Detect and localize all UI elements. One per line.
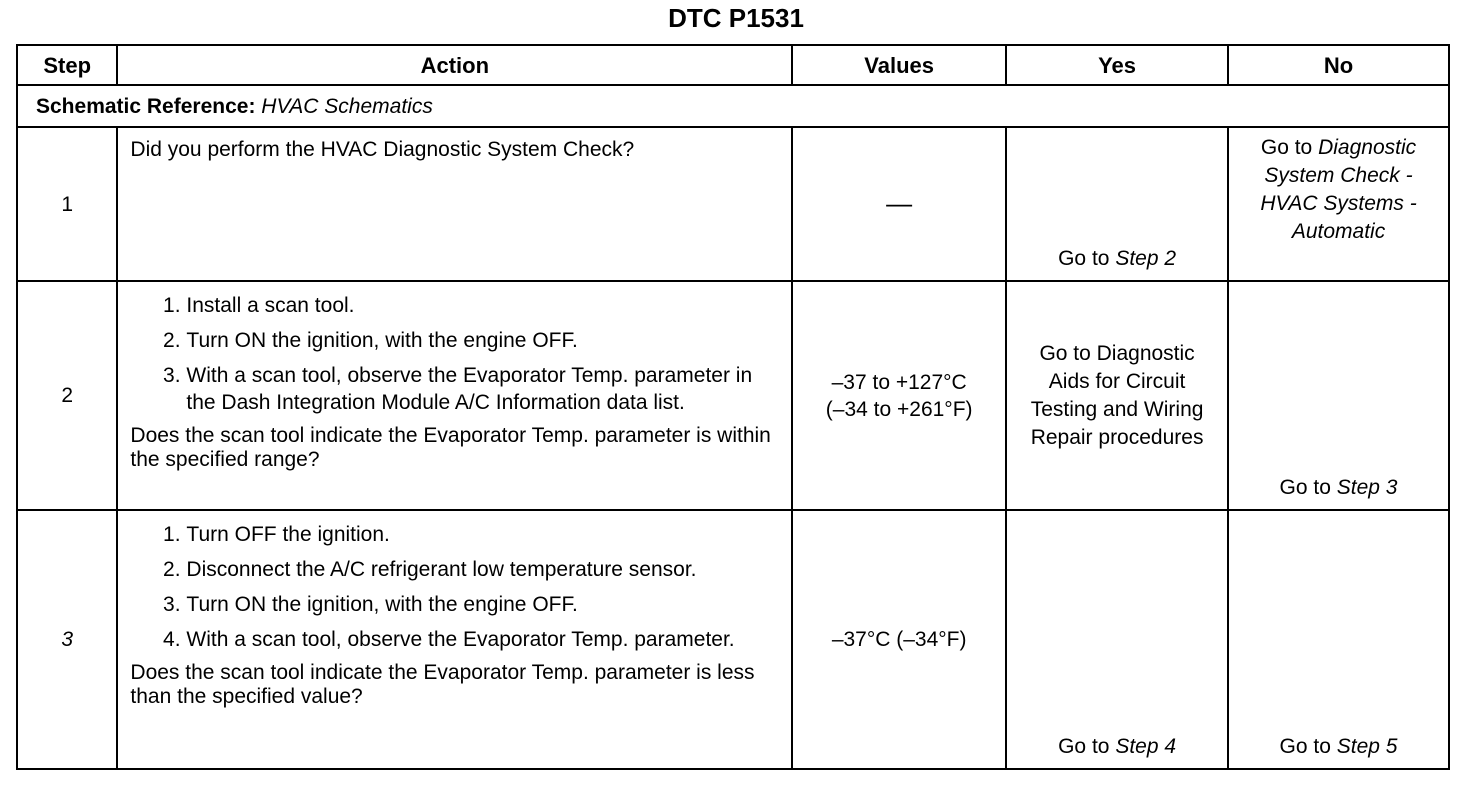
yes-text: Go to Diagnostic: [1039, 341, 1195, 365]
yes-cell: [1006, 510, 1228, 769]
values-cell: [792, 510, 1006, 769]
page-title: DTC P1531: [668, 3, 804, 33]
yes-link[interactable]: Step 4: [1115, 735, 1177, 758]
header-row: [17, 45, 1449, 85]
action-item: 4. With a scan tool, observe the Evaporator Temp. parameter.: [186, 626, 783, 653]
values-cell: [792, 127, 1006, 281]
yes-action[interactable]: [1058, 245, 1176, 278]
schematic-row: [17, 85, 1449, 127]
no-prefix: Go to: [1279, 476, 1331, 499]
header-no: No: [1228, 45, 1449, 85]
no-action[interactable]: [1260, 128, 1416, 246]
action-question: Does the scan tool indicate the Evaporator Temp. parameter is less than the specified value?: [130, 661, 755, 708]
no-cell: [1228, 281, 1449, 510]
no-link[interactable]: System Check -: [1264, 164, 1413, 187]
yes-action[interactable]: [1058, 733, 1176, 766]
action-item: 1. Turn OFF the ignition.: [186, 521, 783, 548]
yes-action[interactable]: [1007, 340, 1227, 452]
no-link[interactable]: HVAC Systems -: [1260, 192, 1417, 215]
step-number: 3: [17, 510, 117, 769]
action-cell: [117, 510, 792, 769]
no-prefix: Go to: [1260, 136, 1313, 159]
schematic-link[interactable]: HVAC Schematics: [261, 94, 433, 118]
diagnostic-table: [16, 44, 1450, 770]
action-cell: [117, 127, 792, 281]
header-action: Action: [117, 45, 792, 85]
yes-cell: [1006, 127, 1228, 281]
action-item: 3. With a scan tool, observe the Evaporator Temp. parameter in the Dash Integration Module A/C Information data list.: [186, 362, 783, 416]
schematic-reference: [17, 85, 1449, 127]
no-action[interactable]: [1280, 474, 1398, 507]
yes-prefix: Go to: [1058, 735, 1110, 758]
table-row: [17, 510, 1449, 769]
schematic-label: Schematic Reference:: [36, 94, 256, 118]
yes-cell: [1006, 281, 1228, 510]
no-link[interactable]: Diagnostic: [1318, 136, 1417, 159]
action-question: Does the scan tool indicate the Evaporator Temp. parameter is within the specified range?: [130, 424, 771, 471]
values-text: –37°C (–34°F): [831, 628, 967, 651]
header-values: Values: [792, 45, 1006, 85]
table-row: [17, 127, 1449, 281]
yes-text: Testing and Wiring: [1030, 397, 1204, 421]
action-list: [130, 521, 783, 653]
action-question: Did you perform the HVAC Diagnostic System Check?: [130, 138, 635, 161]
no-cell: [1228, 510, 1449, 769]
no-cell: [1228, 127, 1449, 281]
header-yes: Yes: [1006, 45, 1228, 85]
no-action[interactable]: [1280, 733, 1398, 766]
no-link[interactable]: Step 3: [1336, 476, 1398, 499]
values-cell: [792, 281, 1006, 510]
no-prefix: Go to: [1279, 735, 1331, 758]
action-item: 2. Turn ON the ignition, with the engine OFF.: [186, 327, 783, 354]
step-number: 1: [17, 127, 117, 281]
action-item: 3. Turn ON the ignition, with the engine OFF.: [186, 591, 783, 618]
action-list: [130, 292, 783, 416]
yes-prefix: Go to: [1058, 247, 1110, 270]
table-row: [17, 281, 1449, 510]
step-number: 2: [17, 281, 117, 510]
yes-link[interactable]: Step 2: [1115, 247, 1177, 270]
yes-text: Repair procedures: [1030, 425, 1204, 449]
action-item: 1. Install a scan tool.: [186, 292, 783, 319]
values-text: (–34 to +261°F): [825, 397, 973, 421]
no-link[interactable]: Automatic: [1291, 220, 1386, 243]
action-item: 2. Disconnect the A/C refrigerant low temperature sensor.: [186, 556, 783, 583]
action-cell: [117, 281, 792, 510]
values-text: —: [886, 187, 913, 218]
values-text: –37 to +127°C: [831, 370, 967, 394]
no-link[interactable]: Step 5: [1336, 735, 1398, 758]
header-step: Step: [17, 45, 117, 85]
yes-text: Aids for Circuit: [1048, 369, 1186, 393]
